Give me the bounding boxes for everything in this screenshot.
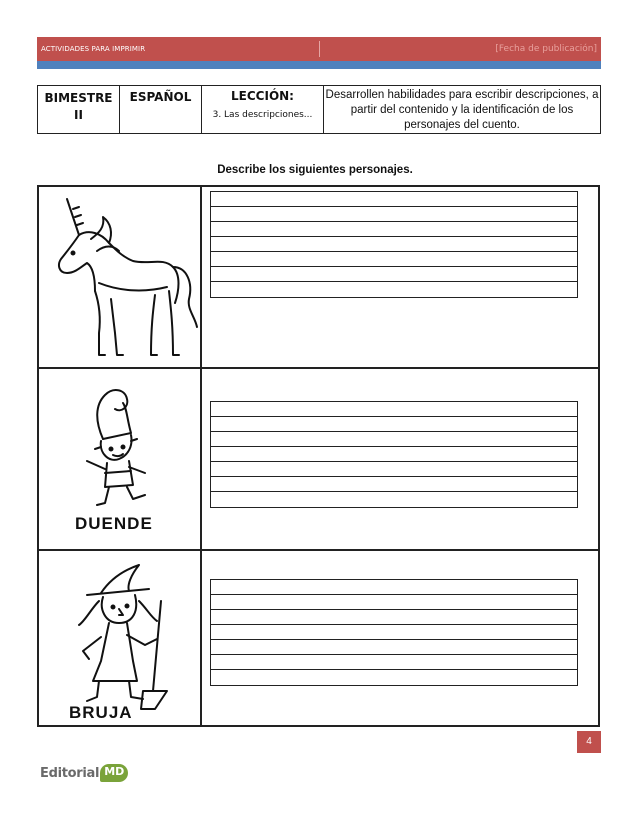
character-row-elf <box>39 367 598 549</box>
characters-grid <box>37 185 600 727</box>
editorial-logo[interactable] <box>40 764 128 782</box>
writing-lines-3[interactable] <box>210 579 578 686</box>
writing-lines-2[interactable] <box>210 401 578 508</box>
logo-mark-icon <box>100 764 128 782</box>
header-underline <box>37 61 601 69</box>
header-bar <box>37 37 601 61</box>
unicorn-picture <box>39 187 202 367</box>
page-number: 4 <box>577 731 601 753</box>
witch-picture <box>39 551 202 725</box>
elf-caption: DUENDE <box>75 514 153 533</box>
lesson-name: 3. Las descripciones... <box>212 110 313 120</box>
elf-picture <box>39 369 202 549</box>
bimestre-cell: BIMESTRE II <box>38 86 120 134</box>
logo-mark-text: MD <box>104 765 125 778</box>
instruction <box>0 164 638 176</box>
publication-date-placeholder: [Fecha de publicación] <box>495 44 597 54</box>
instruction-text: Describe los siguientes personajes. <box>217 164 413 176</box>
lesson-cell <box>202 86 324 134</box>
writing-lines-1[interactable] <box>210 191 578 298</box>
lesson-title: LECCIÓN: <box>231 89 294 103</box>
header-title: ACTIVIDADES PARA IMPRIMIR <box>37 41 320 57</box>
subject-cell: ESPAÑOL <box>120 86 202 134</box>
unicorn-icon <box>39 187 202 367</box>
character-row-unicorn <box>39 187 598 367</box>
witch-caption: BRUJA <box>69 703 133 722</box>
logo-word: Editorial <box>40 765 100 781</box>
lesson-info-table <box>37 85 601 134</box>
objective-cell: Desarrollen habilidades para escribir descripciones, a partir del contenido y la identificación de los personajes del cuento. <box>324 86 601 134</box>
character-row-witch <box>39 549 598 725</box>
witch-icon <box>39 551 202 727</box>
